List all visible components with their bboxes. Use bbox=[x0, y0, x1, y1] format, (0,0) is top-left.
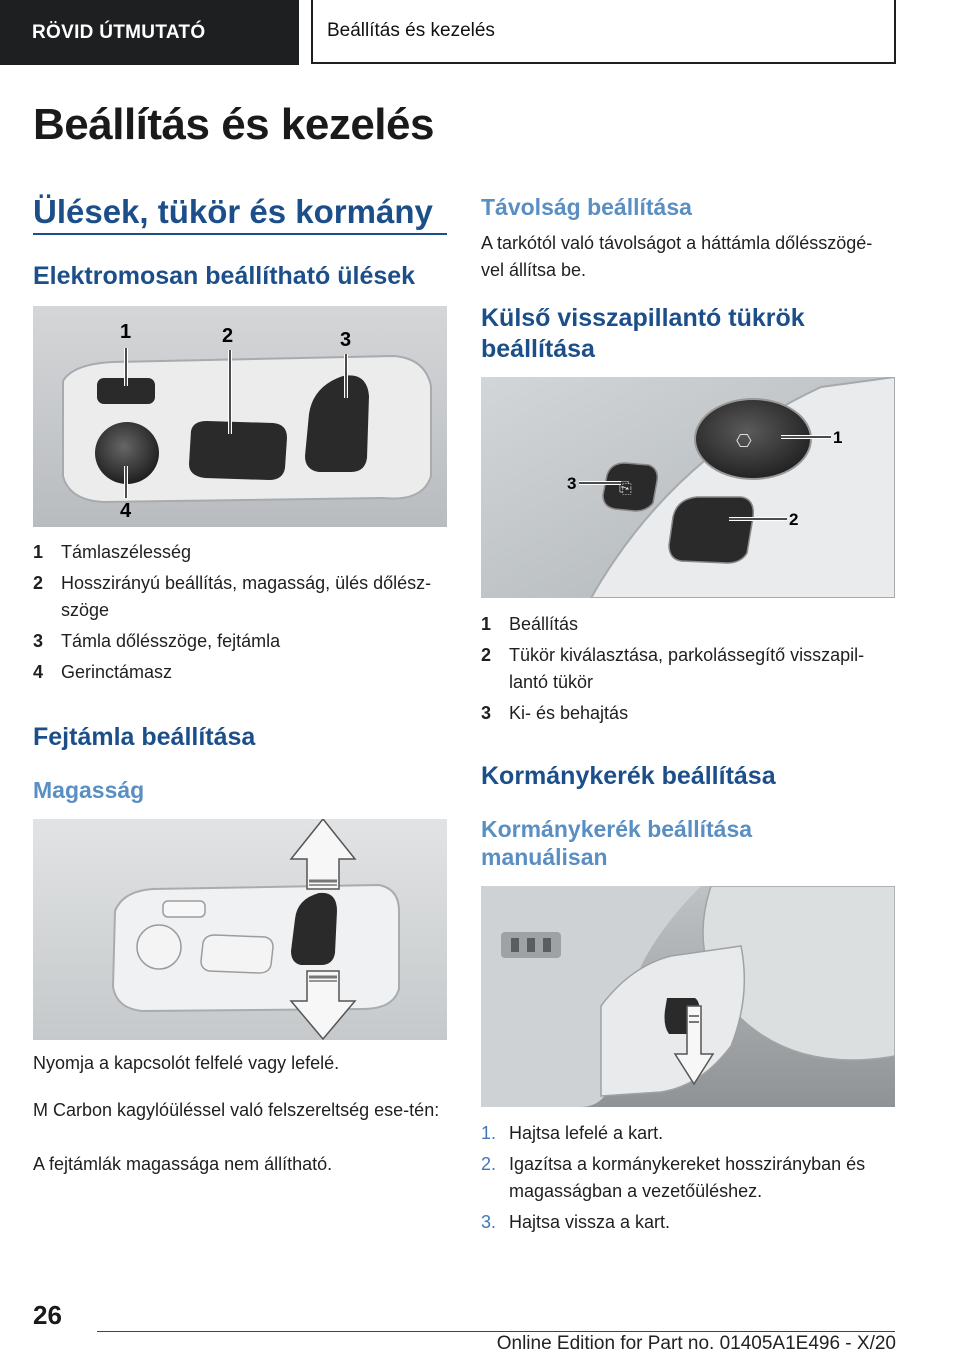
wheel-heading: Kormánykerék beállítása bbox=[481, 762, 776, 790]
callout-3: 3 bbox=[567, 474, 577, 493]
heading-rule bbox=[33, 233, 447, 235]
paragraph: A tarkótól való távolságot a háttámla dőlésszögé-vel állítsa be. bbox=[481, 233, 873, 280]
mirror-legend-list bbox=[481, 611, 895, 731]
svg-text:⎔: ⎔ bbox=[736, 431, 752, 452]
seat-controls-figure bbox=[33, 306, 447, 527]
mirror-controls-figure bbox=[481, 377, 895, 598]
headrest-heading: Fejtámla beállítása bbox=[33, 723, 256, 751]
list-item: 2 Hosszirányú beállítás, magasság, ülés dőlész-szöge bbox=[33, 573, 432, 620]
callout-2: 2 bbox=[222, 325, 234, 347]
wheel-steps-list bbox=[481, 1120, 895, 1240]
height-heading: Magasság bbox=[33, 777, 145, 803]
seats-heading: Elektromosan beállítható ülések bbox=[33, 262, 416, 290]
page-number: 26 bbox=[33, 1300, 62, 1330]
section-heading: Ülések, tükör és kormány bbox=[33, 193, 433, 230]
headrest-height-figure bbox=[33, 819, 447, 1040]
footer-rule bbox=[97, 1331, 895, 1332]
footer-edition: Online Edition for Part no. 01405A1E496 - X/20 bbox=[496, 1333, 896, 1354]
section-tab: RÖVID ÚTMUTATÓ bbox=[0, 0, 299, 65]
paragraph: Nyomja a kapcsolót felfelé vagy lefelé. bbox=[33, 1053, 340, 1073]
steering-lever-figure bbox=[481, 886, 895, 1107]
callout-3: 3 bbox=[340, 329, 352, 351]
paragraph: A fejtámlák magassága nem állítható. bbox=[33, 1154, 333, 1174]
wheel-subheading: Kormánykerék beállítása manuálisan bbox=[481, 816, 753, 870]
callout-1: 1 bbox=[833, 428, 843, 447]
callout-2: 2 bbox=[789, 510, 799, 529]
list-item: 2. Igazítsa a kormánykereket hosszirányban és magasságban a vezetőüléshez. bbox=[481, 1154, 866, 1201]
callout-4: 4 bbox=[120, 500, 132, 522]
page-title: Beállítás és kezelés bbox=[33, 100, 434, 149]
distance-heading: Távolság beállítása bbox=[481, 194, 692, 220]
list-item: 1. Hajtsa lefelé a kart. bbox=[481, 1123, 664, 1143]
chapter-tab: Beállítás és kezelés bbox=[311, 0, 896, 64]
list-item: 1 Beállítás bbox=[481, 614, 579, 634]
list-item: 2 Tükör kiválasztása, parkolássegítő visszapil-lantó tükör bbox=[481, 645, 865, 692]
seat-legend-list bbox=[33, 539, 447, 690]
svg-text:⎘: ⎘ bbox=[619, 478, 632, 497]
mirrors-heading: Külső visszapillantó tükrök beállítása bbox=[481, 304, 805, 363]
list-item: 1 Támlaszélesség bbox=[33, 542, 192, 562]
list-item: 4 Gerinctámasz bbox=[33, 662, 173, 682]
list-item: 3 Ki- és behajtás bbox=[481, 703, 629, 723]
paragraph: M Carbon kagylóüléssel való felszereltség ese-tén: bbox=[33, 1100, 440, 1120]
list-item: 3 Támla dőlésszöge, fejtámla bbox=[33, 631, 281, 651]
list-item: 3. Hajtsa vissza a kart. bbox=[481, 1212, 671, 1232]
callout-1: 1 bbox=[120, 321, 132, 343]
